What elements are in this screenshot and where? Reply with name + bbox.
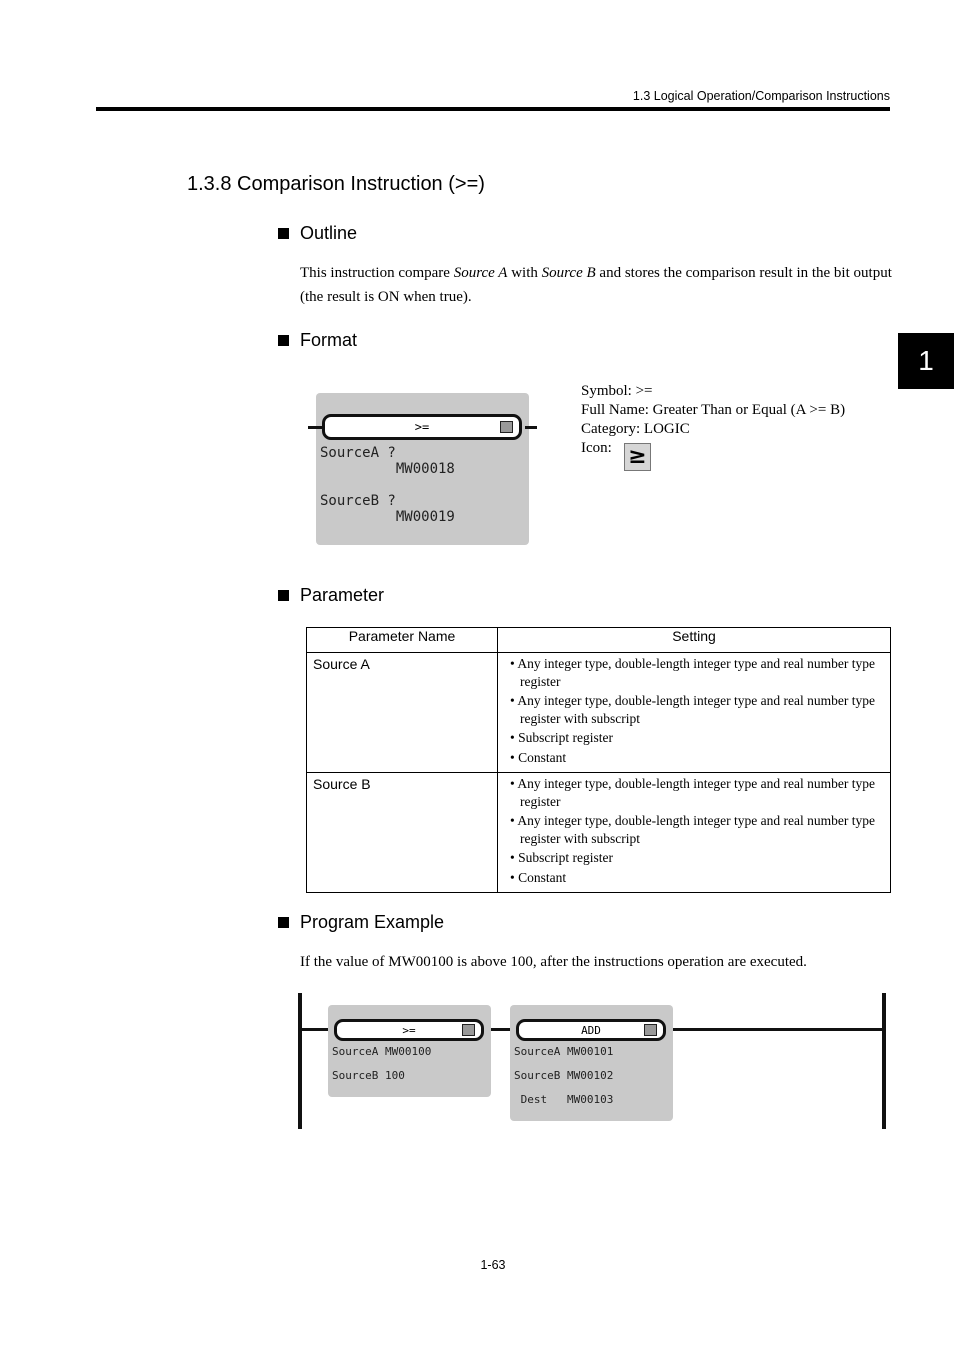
format-instruction-block <box>316 393 529 545</box>
ge-block-source-b: SourceB 100 <box>332 1069 405 1082</box>
add-block-header <box>516 1019 666 1041</box>
ge-block-op: >= <box>402 1023 416 1037</box>
outline-source-a: Source A <box>453 265 508 281</box>
square-bullet-icon <box>278 917 289 928</box>
param-setting <box>498 773 891 893</box>
table-header-row <box>307 628 891 653</box>
setting-item: • Constant <box>510 749 884 767</box>
block-image-icon <box>462 1024 475 1036</box>
rung-line-right <box>525 426 537 429</box>
setting-item: • Any integer type, double-length integer type and real number type register <box>510 655 884 690</box>
category-line: Category: LOGIC <box>581 421 690 437</box>
setting-item: • Any integer type, double-length integer type and real number type register with subscript <box>510 812 884 847</box>
column-header-name: Parameter Name <box>307 628 498 653</box>
setting-item: • Subscript register <box>510 729 884 747</box>
parameter-heading <box>278 585 384 606</box>
outline-paragraph <box>300 261 896 309</box>
right-power-rail <box>882 993 886 1129</box>
ge-block-header <box>334 1019 484 1041</box>
table-row <box>307 653 891 773</box>
table-row <box>307 773 891 893</box>
format-heading <box>278 330 357 351</box>
chapter-tab: 1 <box>898 333 954 389</box>
param-name: Source A <box>307 653 498 773</box>
ge-block-source-a: SourceA MW00100 <box>332 1045 432 1058</box>
left-power-rail <box>298 993 302 1129</box>
parameter-heading-text: Parameter <box>300 585 385 605</box>
format-info <box>581 382 845 458</box>
symbol-line: Symbol: >= <box>581 383 653 399</box>
block-source-a: SourceA ? <box>320 445 396 461</box>
add-instruction-block <box>510 1005 673 1121</box>
outline-text: with <box>507 265 542 281</box>
outline-text: and stores the comparison result in the bit output (the result is ON when true). <box>300 265 892 305</box>
setting-item: • Any integer type, double-length integer type and real number type register with subscript <box>510 692 884 727</box>
rung-wire <box>668 1028 882 1031</box>
param-name: Source B <box>307 773 498 893</box>
rung-line-left <box>308 426 322 429</box>
format-heading-text: Format <box>300 330 358 350</box>
parameter-table <box>306 627 891 893</box>
full-name-line: Full Name: Greater Than or Equal (A >= B) <box>581 402 846 418</box>
outline-heading <box>278 223 357 244</box>
page-number: 1-63 <box>480 1258 506 1272</box>
block-source-a-value: MW00018 <box>320 461 455 477</box>
section-title: 1.3.8 Comparison Instruction (>=) <box>187 173 485 195</box>
instruction-header <box>322 414 522 440</box>
block-source-b-value: MW00019 <box>320 509 455 525</box>
add-block-dest: Dest MW00103 <box>514 1093 614 1106</box>
header-rule <box>96 107 890 111</box>
program-example-text: If the value of MW00100 is above 100, after the instructions operation are executed. <box>300 954 807 970</box>
instruction-op: >= <box>414 420 430 434</box>
icon-line: Icon: <box>581 440 612 456</box>
outline-text: This instruction compare <box>300 265 454 281</box>
add-block-source-a: SourceA MW00101 <box>514 1045 614 1058</box>
greater-equal-icon: ≥ <box>624 443 651 471</box>
ge-instruction-block <box>328 1005 491 1097</box>
block-image-icon <box>500 421 513 433</box>
program-example-heading-text: Program Example <box>300 912 445 932</box>
add-block-source-b: SourceB MW00102 <box>514 1069 614 1082</box>
square-bullet-icon <box>278 590 289 601</box>
setting-item: • Any integer type, double-length integer type and real number type register <box>510 775 884 810</box>
outline-source-b: Source B <box>541 265 596 281</box>
program-example-heading <box>278 912 444 933</box>
block-source-b: SourceB ? <box>320 493 396 509</box>
column-header-setting: Setting <box>498 628 891 653</box>
outline-heading-text: Outline <box>300 223 358 243</box>
setting-item: • Constant <box>510 869 884 887</box>
param-setting <box>498 653 891 773</box>
square-bullet-icon <box>278 335 289 346</box>
block-image-icon <box>644 1024 657 1036</box>
setting-item: • Subscript register <box>510 849 884 867</box>
square-bullet-icon <box>278 228 289 239</box>
add-block-op: ADD <box>581 1023 601 1037</box>
running-header: 1.3 Logical Operation/Comparison Instructions <box>632 89 890 103</box>
